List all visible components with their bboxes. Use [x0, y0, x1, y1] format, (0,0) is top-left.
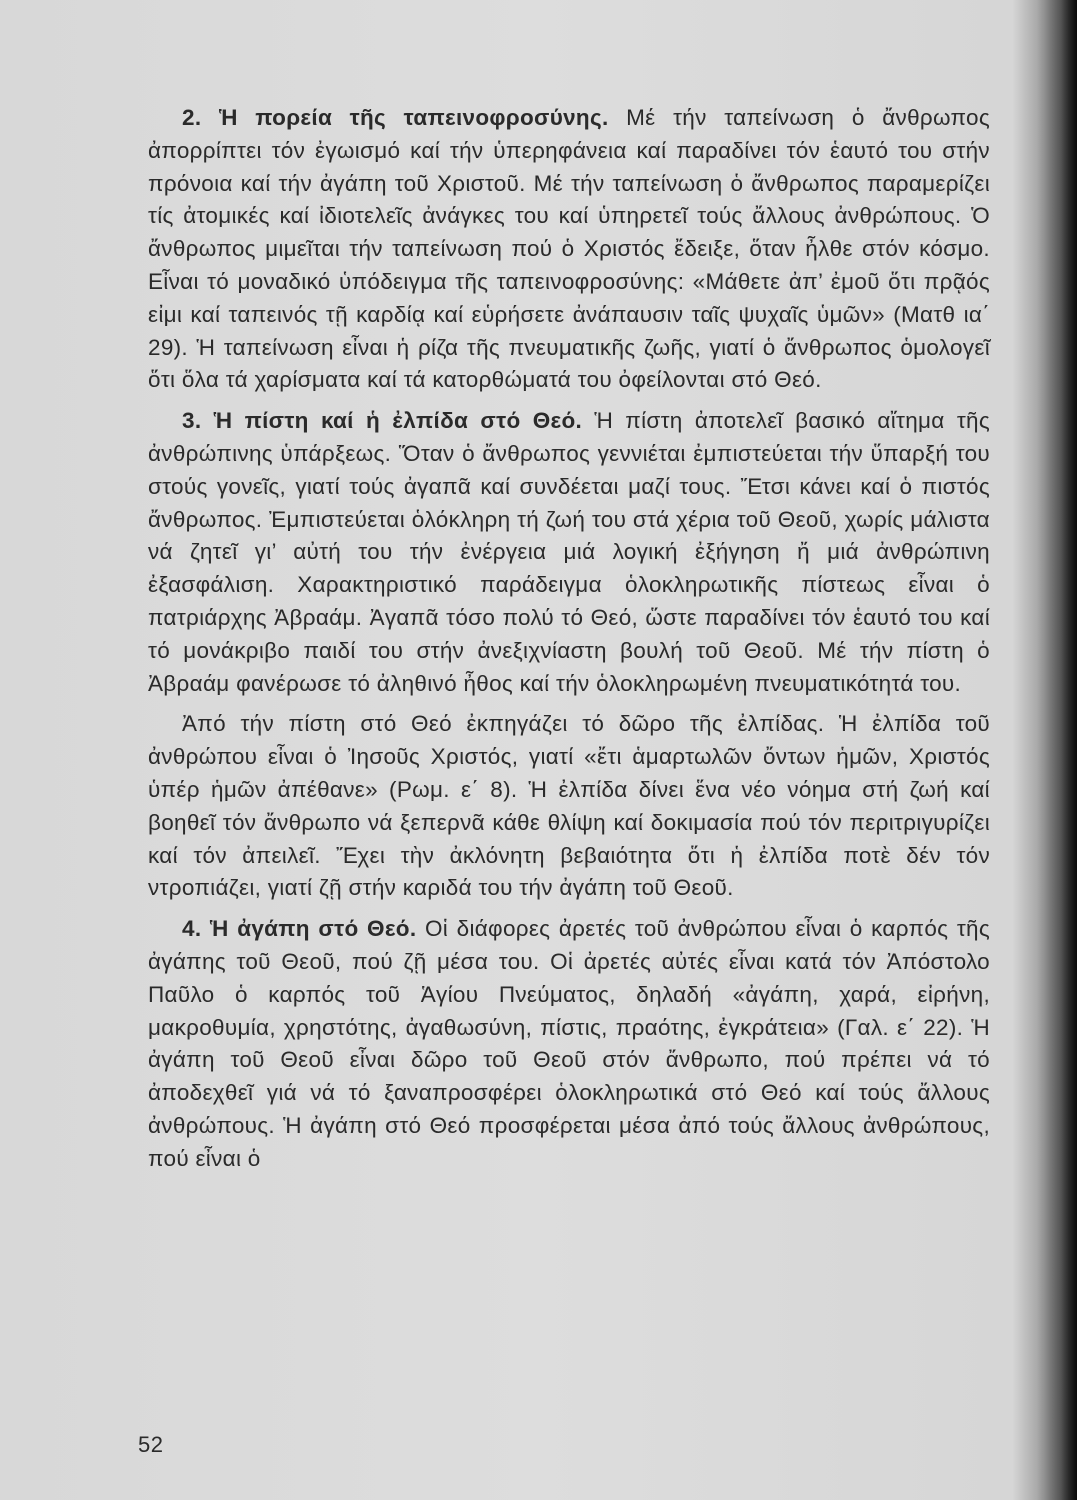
section-3-text: Ἡ πίστη ἀποτελεῖ βασικό αἴτημα τῆς ἀνθρώπινης ὑπάρξεως. Ὅταν ὁ ἄνθρωπος γεννιέται ἐμπιστεύεται τήν ὕπαρξή του στούς γονεῖς, γιατί τούς ἀγαπᾶ καί συνδέεται μαζί τους. Ἔτσι κάνει καί ὁ πιστός ἄνθρωπος. Ἐμπιστεύεται ὁλόκληρη τή ζωή του στά χέρια τοῦ Θεοῦ, χωρίς μάλιστα νά ζητεῖ γι’ αὐτή του τήν ἐνέργεια μιά λογική ἐξήγηση ἤ μιά ἀνθρώπινη ἐξασφάλιση. Χαρακτηριστικό παράδειγμα ὁλοκληρωτικῆς πίστεως εἶναι ὁ πατριάρχης Ἀβραάμ. Ἀγαπᾶ τόσο πολύ τό Θεό, ὥστε παραδίνει τόν ἑαυτό του καί τό μονάκριβο παιδί του στήν ἀνεξιχνίαστη βουλή τοῦ Θεοῦ. Μέ τήν πίστη ὁ Ἀβραάμ φανέρωσε τό ἀληθινό ἦθος καί τήν ὁλοκληρωμένη πνευματικότητά του.: [148, 408, 990, 696]
text-body: [148, 102, 990, 1184]
section-4-paragraph: [148, 913, 990, 1175]
section-4-heading: 4. Ἡ ἀγάπη στό Θεό.: [182, 916, 417, 942]
section-2-text: Μέ τήν ταπείνωση ὁ ἄνθρωπος ἀπορρίπτει τόν ἐγωισμό καί τήν ὑπερηφάνεια καί παραδίνει τόν ἑαυτό του στήν πρόνοια καί τήν ἀγάπη τοῦ Χριστοῦ. Μέ τήν ταπείνωση ὁ ἄνθρωπος παραμερίζει τίς ἀτομικές καί ἰδιοτελεῖς ἀνάγκες του καί ὑπηρετεῖ τούς ἄλλους ἀνθρώπους. Ὁ ἄνθρωπος μιμεῖται τήν ταπείνωση πού ὁ Χριστός ἔδειξε, ὅταν ἦλθε στόν κόσμο. Εἶναι τό μοναδικό ὑπόδειγμα τῆς ταπεινοφροσύνης: «Μάθετε ἀπ’ ἐμοῦ ὅτι πρᾷός εἰμι καί ταπεινός τῇ καρδίᾳ καί εὑρήσετε ἀνάπαυσιν ταῖς ψυχαῖς ὑμῶν» (Ματθ ια΄ 29). Ἡ ταπείνωση εἶναι ἡ ρίζα τῆς πνευματικῆς ζωῆς, γιατί ὁ ἄνθρωπος ὁμολογεῖ ὅτι ὅλα τά χαρίσματα καί τά κατορθώματά του ὀφείλονται στό Θεό.: [148, 105, 990, 393]
section-3-paragraph: [148, 405, 990, 700]
section-2-paragraph: [148, 102, 990, 397]
section-2-heading: 2. Ἡ πορεία τῆς ταπεινοφροσύνης.: [182, 105, 609, 130]
page-number: 52: [138, 1432, 164, 1457]
page-edge-shadow: [1037, 0, 1077, 1500]
section-3-paragraph-2: Ἀπό τήν πίστη στό Θεό ἐκπηγάζει τό δῶρο τῆς ἐλπίδας. Ἡ ἐλπίδα τοῦ ἀνθρώπου εἶναι ὁ Ἰησοῦς Χριστός, γιατί «ἔτι ἁμαρτωλῶν ὄντων ἡμῶν, Χριστός ὑπέρ ἡμῶν ἀπέθανε» (Ρωμ. ε΄ 8). Ἡ ἐλπίδα δίνει ἕνα νέο νόημα στή ζωή καί βοηθεῖ τόν ἄνθρωπο νά ξεπερνᾶ κάθε θλίψη καί δοκιμασία πού τόν περιτριγυρίζει καί τόν ἀπειλεῖ. Ἔχει τὴν ἀκλόνητη βεβαιότητα ὅτι ἡ ἐλπίδα ποτὲ δέν τόν ντροπιάζει, γιατί ζῇ στήν καριδά του τήν ἀγάπη τοῦ Θεοῦ.: [148, 711, 990, 901]
section-3-heading: 3. Ἡ πίστη καί ἡ ἐλπίδα στό Θεό.: [182, 408, 583, 434]
section-4-text: Οἱ διάφορες ἀρετές τοῦ ἀνθρώπου εἶναι ὁ καρπός τῆς ἀγάπης τοῦ Θεοῦ, πού ζῇ μέσα του. Οἱ ἀρετές αὐτές εἶναι κατά τόν Ἀπόστολο Παῦλο ὁ καρπός τοῦ Ἁγίου Πνεύματος, δηλαδή «ἀγάπη, χαρά, εἰρήνη, μακροθυμία, χρηστότης, ἀγαθωσύνη, πίστις, πραότης, ἐγκράτεια» (Γαλ. ε΄ 22). Ἡ ἀγάπη τοῦ Θεοῦ εἶναι δῶρο τοῦ Θεοῦ στόν ἄνθρωπο, πού πρέπει νά τό ἀποδεχθεῖ γιά νά τό ξαναπροσφέρει ὁλοκληρωτικά στό Θεό καί τούς ἄλλους ἀνθρώπους. Ἡ ἀγάπη στό Θεό προσφέρεται μέσα ἀπό τούς ἄλλους ἀνθρώπους, πού εἶναι ὁ: [148, 916, 990, 1171]
